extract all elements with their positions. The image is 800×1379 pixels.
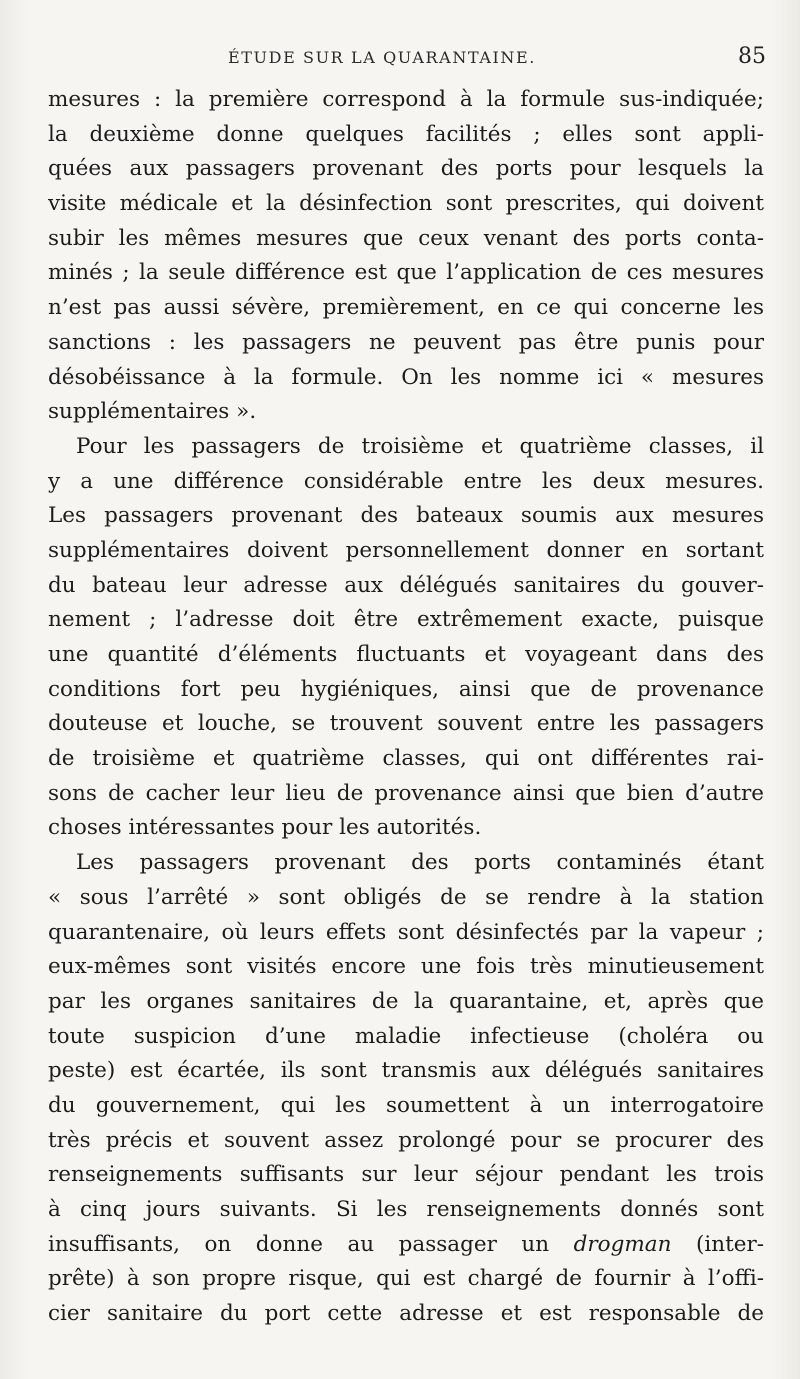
- text-line: conditions fort peu hygiéniques, ainsi que de provenance: [48, 676, 764, 702]
- text-line: du bateau leur adresse aux délégués sanitaires du gouver-: [48, 572, 764, 598]
- text-line: visite médicale et la désinfection sont prescrites, qui doivent: [48, 191, 764, 217]
- text-line: supplémentaires doivent personnellement donner en sortant: [48, 537, 764, 563]
- text-line: renseignements suffisants sur leur séjour pendant les trois: [48, 1162, 764, 1188]
- text-line: Pour les passagers de troisième et quatrième classes, il: [76, 433, 764, 459]
- page-number: 85: [738, 44, 766, 69]
- text-line: toute suspicion d’une maladie infectieuse (choléra ou: [48, 1023, 764, 1049]
- text-line: la deuxième donne quelques facilités ; elles sont appli-: [48, 121, 764, 147]
- text-line: très précis et souvent assez prolongé pour se procurer des: [48, 1127, 764, 1153]
- text-segment: (inter-: [695, 1231, 764, 1257]
- text-line: peste) est écartée, ils sont transmis aux délégués sanitaires: [48, 1058, 764, 1084]
- text-line: sons de cacher leur lieu de provenance ainsi que bien d’autre: [48, 780, 764, 806]
- text-line-mixed: [48, 1228, 764, 1263]
- page-header: [48, 44, 766, 72]
- text-line: minés ; la seule différence est que l’application de ces mesures: [48, 260, 764, 286]
- text-line: prête) à son propre risque, qui est chargé de fournir à l’offi-: [48, 1266, 764, 1292]
- text-line: douteuse et louche, se trouvent souvent entre les passagers: [48, 711, 764, 737]
- text-line: de troisième et quatrième classes, qui ont différentes rai-: [48, 746, 764, 772]
- text-line: par les organes sanitaires de la quarantaine, et, après que: [48, 988, 764, 1014]
- text-line: supplémentaires ».: [48, 399, 257, 425]
- italic-term: drogman: [573, 1231, 672, 1257]
- text-segment: insuffisants, on donne au passager un: [48, 1231, 550, 1257]
- text-line: « sous l’arrêté » sont obligés de se rendre à la station: [48, 884, 764, 910]
- text-line: n’est pas aussi sévère, premièrement, en ce qui concerne les: [48, 295, 764, 321]
- text-line: sanctions : les passagers ne peuvent pas être punis pour: [48, 329, 764, 355]
- text-line: Les passagers provenant des ports contaminés étant: [76, 850, 764, 876]
- text-line: quées aux passagers provenant des ports pour lesquels la: [48, 156, 764, 182]
- text-line: nement ; l’adresse doit être extrêmement exacte, puisque: [48, 607, 764, 633]
- text-line: mesures : la première correspond à la formule sus-indiquée;: [48, 87, 764, 112]
- text-line: cier sanitaire du port cette adresse et est responsable de: [48, 1301, 764, 1327]
- body-text: [48, 83, 764, 1332]
- running-title: ÉTUDE SUR LA QUARANTAINE.: [228, 48, 536, 67]
- text-line: une quantité d’éléments fluctuants et voyageant dans des: [48, 642, 764, 667]
- text-line: désobéissance à la formule. On les nomme ici « mesures: [48, 364, 764, 390]
- text-line: y a une différence considérable entre les deux mesures.: [48, 468, 764, 494]
- text-line: quarantenaire, où leurs effets sont désinfectés par la vapeur ;: [48, 919, 764, 945]
- text-line: subir les mêmes mesures que ceux venant des ports conta-: [48, 225, 764, 251]
- text-line: du gouvernement, qui les soumettent à un interrogatoire: [48, 1092, 764, 1118]
- text-line: à cinq jours suivants. Si les renseignements donnés sont: [48, 1197, 764, 1222]
- text-line: Les passagers provenant des bateaux soumis aux mesures: [48, 503, 764, 529]
- text-line: eux-mêmes sont visités encore une fois très minutieusement: [48, 954, 764, 980]
- text-line: choses intéressantes pour les autorités.: [48, 815, 482, 841]
